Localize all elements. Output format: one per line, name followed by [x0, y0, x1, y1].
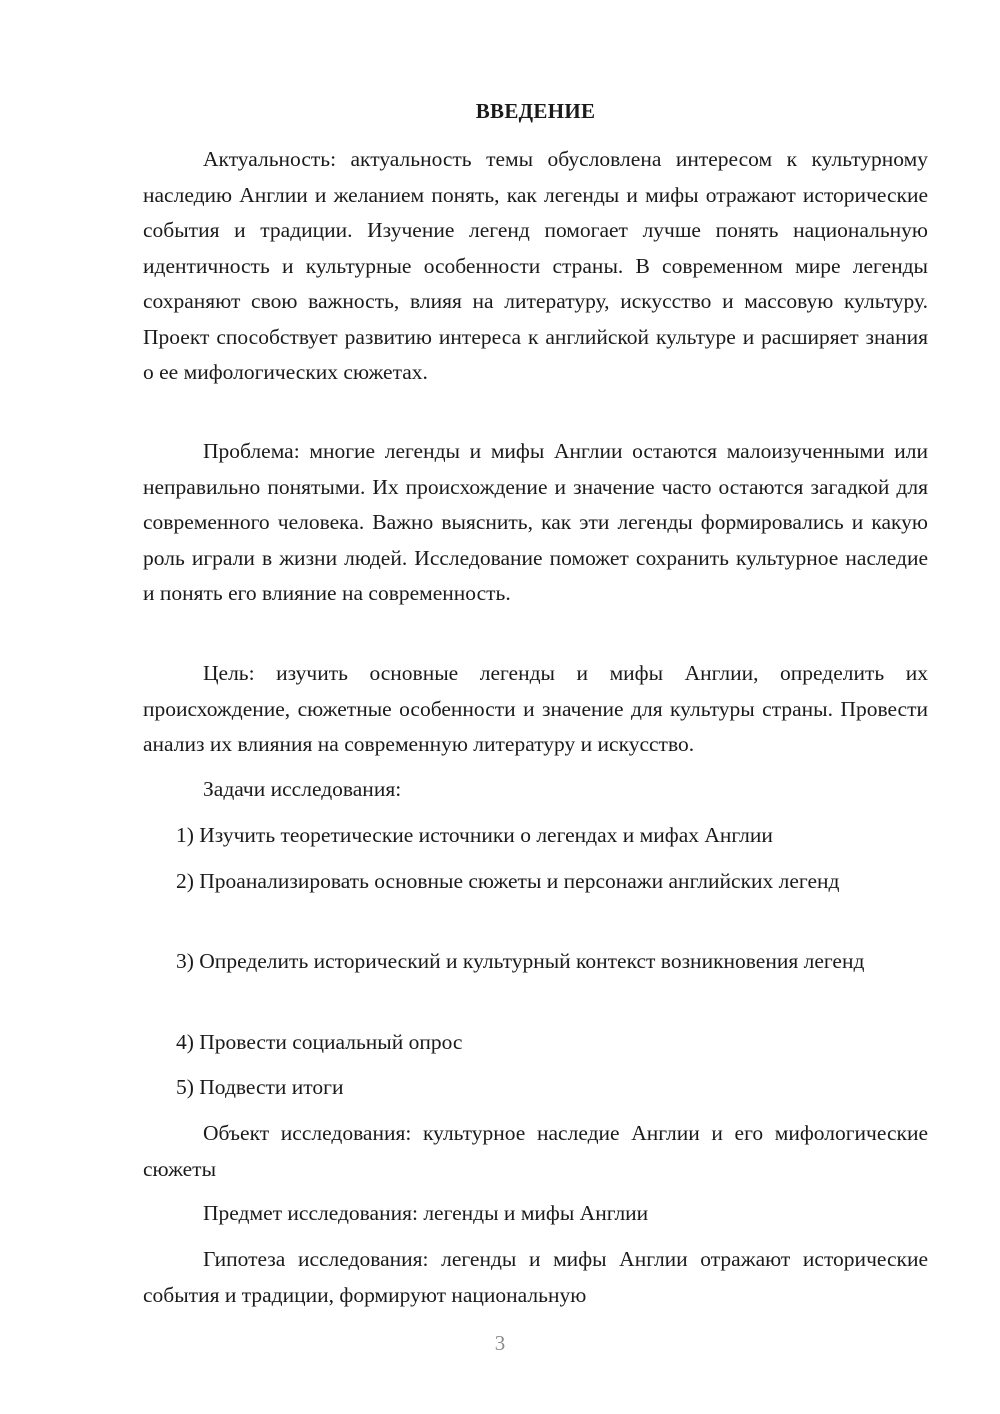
task-item: 2) Проанализировать основные сюжеты и персонажи английских легенд	[176, 869, 840, 893]
subject-paragraph: Предмет исследования: легенды и мифы Англии	[203, 1201, 649, 1225]
task-item: 1) Изучить теоретические источники о легендах и мифах Англии	[176, 823, 773, 847]
object-paragraph: Объект исследования: культурное наследие Англии и его мифологические сюжеты	[143, 1121, 928, 1181]
section-heading: ВВЕДЕНИЕ	[475, 99, 596, 123]
page-number: 3	[494, 1331, 506, 1355]
hypothesis-paragraph: Гипотеза исследования: легенды и мифы Англии отражают исторические события и традиции, формируют национальную	[143, 1247, 928, 1307]
tasks-title: Задачи исследования:	[203, 777, 402, 801]
task-item: 3) Определить исторический и культурный контекст возникновения легенд	[176, 949, 865, 973]
goal-paragraph: Цель: изучить основные легенды и мифы Англии, определить их происхождение, сюжетные особенности и значение для культуры страны. Провести анализ их влияния на современную литературу и искусство.	[143, 661, 928, 756]
problem-paragraph: Проблема: многие легенды и мифы Англии остаются малоизученными или неправильно понятыми. Их происхождение и значение часто остаются загадкой для современного человека. Важно выяснить, как эти легенды формировались и какую роль играли в жизни людей. Исследование поможет сохранить культурное наследие и понять его влияние на современность.	[143, 439, 928, 605]
task-item: 5) Подвести итоги	[176, 1075, 344, 1099]
relevance-paragraph: Актуальность: актуальность темы обусловлена интересом к культурному наследию Англии и желанием понять, как легенды и мифы отражают исторические события и традиции. Изучение легенд помогает лучше понять национальную идентичность и культурные особенности страны. В современном мире легенды сохраняют свою важность, влияя на литературу, искусство и массовую культуру. Проект способствует развитию интереса к английской культуре и расширяет знания о ее мифологических сюжетах.	[143, 147, 928, 384]
task-item: 4) Провести социальный опрос	[176, 1030, 463, 1054]
